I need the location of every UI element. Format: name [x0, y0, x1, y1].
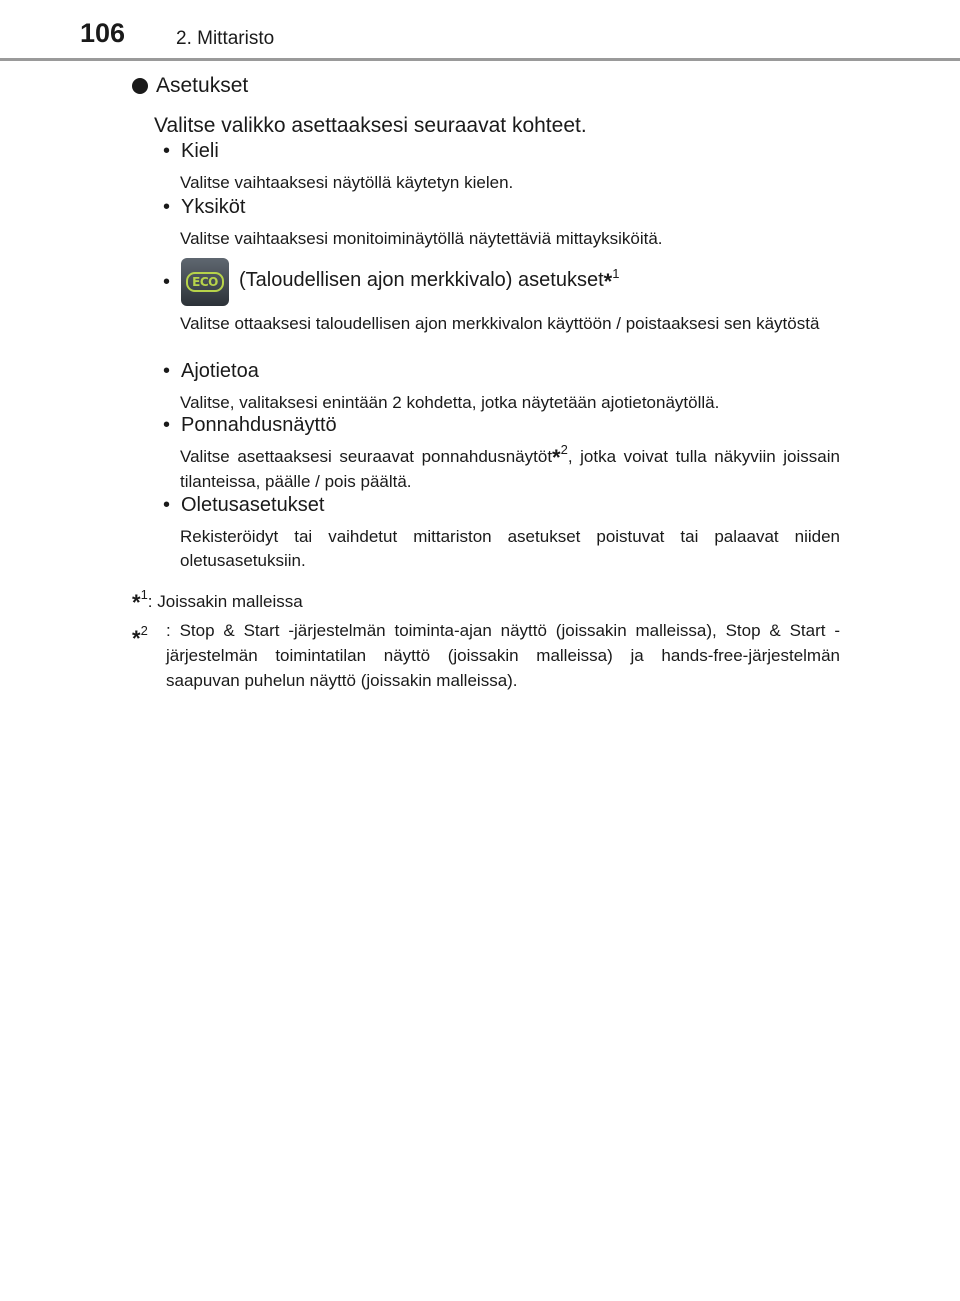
item-title: Ponnahdusnäyttö	[181, 414, 337, 436]
item-title: Ajotietoa	[181, 360, 259, 382]
footnote-ref: 1	[612, 266, 620, 281]
footnote-number: 1	[140, 587, 148, 602]
section-lead: Valitse valikko asettaaksesi seuraavat kohteet.	[154, 114, 587, 137]
list-bullet: •	[163, 360, 171, 382]
list-bullet: •	[163, 494, 171, 516]
page-number: 106	[80, 18, 126, 48]
eco-icon-label: ECO	[186, 272, 224, 292]
item-title: (Taloudellisen ajon merkkivalo) asetukset*$^1$	[239, 266, 620, 294]
list-item	[163, 360, 840, 415]
item-title: Oletusasetukset	[181, 494, 325, 516]
item-description: Rekisteröidyt tai vaihdetut mittariston asetukset poistuvat tai palaavat niiden oletusasetuksiin.	[180, 527, 840, 570]
footnote-star: *	[132, 626, 141, 651]
section-heading	[132, 74, 248, 98]
list-item	[163, 140, 840, 195]
item-description: Valitse vaihtaaksesi näytöllä käytetyn kielen.	[180, 173, 514, 192]
eco-indicator-icon	[181, 258, 229, 306]
footnote	[132, 618, 840, 693]
bullet-dot-icon	[132, 78, 148, 94]
footnote-number: 2	[140, 623, 148, 638]
section-title: Asetukset	[156, 74, 249, 97]
list-bullet: •	[163, 196, 171, 218]
footnote-star: *	[603, 269, 613, 294]
page-header	[0, 0, 960, 62]
list-bullet: •	[163, 270, 171, 293]
item-title: Kieli	[181, 140, 219, 162]
list-bullet: •	[163, 414, 171, 436]
footnote	[132, 582, 840, 615]
footnote-text: : Stop & Start -järjestelmän toiminta-ajan näyttö (joissakin malleissa), Stop & Start -järjestelmän toimintatilan näyttö (joissakin malleissa) ja hands-free-järjestelmän saapuvan puhelun näyttö (joissakin malleissa).	[166, 621, 840, 690]
footnote-text: : Joissakin malleissa	[147, 592, 303, 611]
item-description: Valitse ottaaksesi taloudellisen ajon merkkivalon käyttöön / poistaaksesi sen käytöstä	[180, 314, 820, 333]
list-item	[163, 414, 840, 494]
item-description: Valitse asettaaksesi seuraavat ponnahdusnäytöt*$^2$, jotka voivat tulla näkyviin joissain tilanteissa, päälle / pois päältä.	[180, 442, 840, 491]
item-description: Valitse, valitaksesi enintään 2 kohdetta, jotka näytetään ajotietonäytöllä.	[180, 393, 720, 412]
item-title: Yksiköt	[181, 196, 246, 218]
list-item	[163, 258, 840, 336]
footnote-ref: 2	[560, 442, 568, 457]
list-item	[163, 196, 840, 251]
list-item	[163, 494, 840, 573]
footnote-star: *	[552, 445, 561, 470]
chapter-title: 2. Mittaristo	[176, 28, 275, 49]
list-bullet: •	[163, 140, 171, 162]
item-description: Valitse vaihtaaksesi monitoiminäytöllä näytettäviä mittayksiköitä.	[180, 229, 663, 248]
header-divider	[0, 58, 960, 61]
footnote-star: *	[132, 590, 141, 615]
